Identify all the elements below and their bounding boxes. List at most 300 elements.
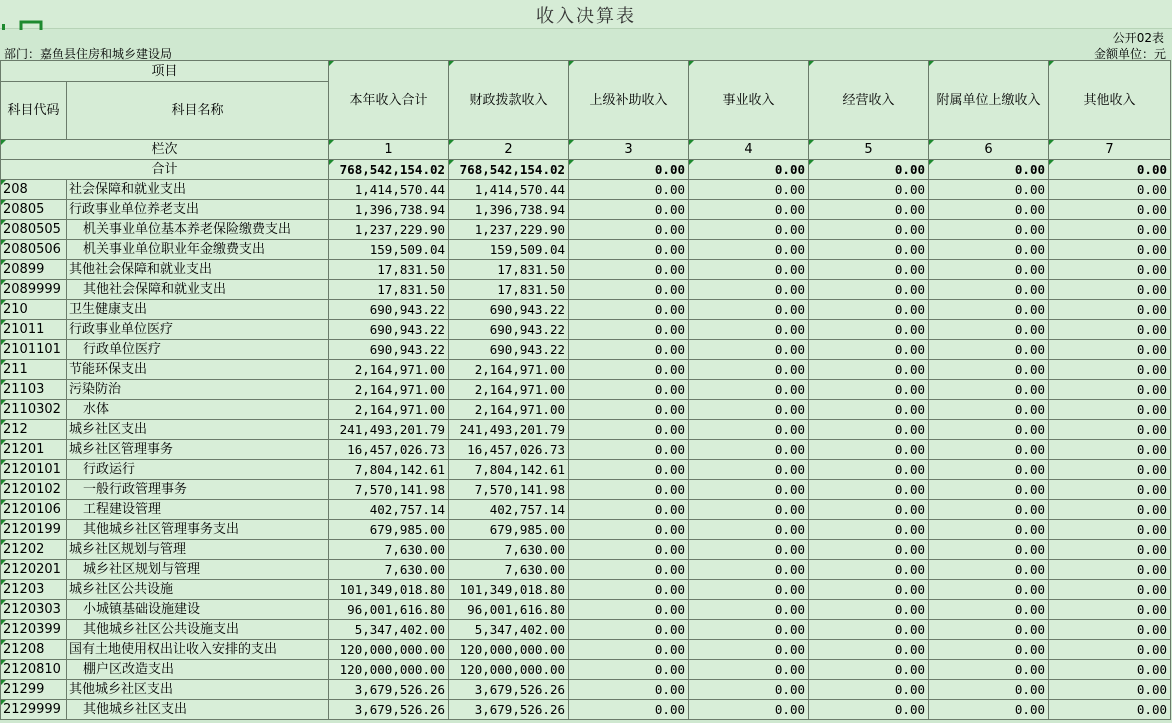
- table-row: [1, 340, 1171, 360]
- amount-cell[interactable]: 0.00: [1049, 180, 1171, 200]
- total-label[interactable]: 合计: [1, 160, 329, 180]
- amount-cell[interactable]: 7,630.00: [449, 540, 569, 560]
- amount-cell[interactable]: 0.00: [689, 300, 809, 320]
- amount-cell[interactable]: 120,000,000.00: [329, 660, 449, 680]
- table-row: [1, 220, 1171, 240]
- amount-cell[interactable]: 7,630.00: [329, 540, 449, 560]
- subject-name-cell[interactable]: 节能环保支出: [67, 360, 329, 380]
- subject-name-cell[interactable]: 机关事业单位职业年金缴费支出: [67, 240, 329, 260]
- amount-cell[interactable]: 0.00: [689, 560, 809, 580]
- amount-cell[interactable]: 3,679,526.26: [329, 700, 449, 720]
- amount-cell[interactable]: 0.00: [929, 460, 1049, 480]
- subject-name-cell[interactable]: 城乡社区规划与管理: [67, 560, 329, 580]
- subject-code-cell[interactable]: 2120810: [1, 660, 67, 680]
- amount-cell[interactable]: 0.00: [1049, 220, 1171, 240]
- amount-cell[interactable]: 96,001,616.80: [449, 600, 569, 620]
- table-row: [1, 200, 1171, 220]
- amount-cell[interactable]: 0.00: [689, 240, 809, 260]
- amount-cell[interactable]: 120,000,000.00: [449, 660, 569, 680]
- amount-cell[interactable]: 0.00: [809, 240, 929, 260]
- amount-cell[interactable]: 0.00: [1049, 640, 1171, 660]
- amount-cell[interactable]: 7,570,141.98: [329, 480, 449, 500]
- amount-cell[interactable]: 0.00: [569, 320, 689, 340]
- amount-cell[interactable]: 17,831.50: [449, 260, 569, 280]
- row-label-cell[interactable]: 栏次: [1, 140, 329, 160]
- amount-cell[interactable]: 101,349,018.80: [329, 580, 449, 600]
- amount-cell[interactable]: 0.00: [929, 240, 1049, 260]
- subject-code-cell[interactable]: 2120303: [1, 600, 67, 620]
- amount-cell[interactable]: 7,630.00: [449, 560, 569, 580]
- total-cell[interactable]: 0.00: [929, 160, 1049, 180]
- subject-name-cell[interactable]: 污染防治: [67, 380, 329, 400]
- subject-name-cell[interactable]: 其他城乡社区管理事务支出: [67, 520, 329, 540]
- total-cell[interactable]: 0.00: [809, 160, 929, 180]
- amount-cell[interactable]: 0.00: [1049, 340, 1171, 360]
- amount-cell[interactable]: 690,943.22: [329, 300, 449, 320]
- subject-code-cell[interactable]: 2101101: [1, 340, 67, 360]
- amount-cell[interactable]: 16,457,026.73: [449, 440, 569, 460]
- amount-cell[interactable]: 0.00: [929, 500, 1049, 520]
- amount-cell[interactable]: 0.00: [569, 480, 689, 500]
- amount-cell[interactable]: 0.00: [809, 480, 929, 500]
- amount-cell[interactable]: 0.00: [809, 500, 929, 520]
- amount-cell[interactable]: 17,831.50: [329, 260, 449, 280]
- amount-cell[interactable]: 0.00: [689, 540, 809, 560]
- amount-cell[interactable]: 0.00: [809, 400, 929, 420]
- amount-cell[interactable]: 0.00: [1049, 280, 1171, 300]
- amount-cell[interactable]: 159,509.04: [329, 240, 449, 260]
- amount-cell[interactable]: 16,457,026.73: [329, 440, 449, 460]
- subject-name-cell[interactable]: 其他社会保障和就业支出: [67, 260, 329, 280]
- amount-cell[interactable]: 0.00: [809, 660, 929, 680]
- amount-cell[interactable]: 0.00: [689, 260, 809, 280]
- amount-cell[interactable]: 0.00: [929, 560, 1049, 580]
- amount-cell[interactable]: 0.00: [569, 280, 689, 300]
- amount-cell[interactable]: 0.00: [1049, 480, 1171, 500]
- amount-cell[interactable]: 0.00: [569, 180, 689, 200]
- amount-cell[interactable]: 1,237,229.90: [449, 220, 569, 240]
- amount-cell[interactable]: 0.00: [569, 380, 689, 400]
- amount-cell[interactable]: 0.00: [569, 460, 689, 480]
- amount-cell[interactable]: 0.00: [1049, 660, 1171, 680]
- amount-cell[interactable]: 690,943.22: [329, 320, 449, 340]
- amount-cell[interactable]: 0.00: [929, 420, 1049, 440]
- table-row: [1, 420, 1171, 440]
- amount-cell[interactable]: 0.00: [809, 440, 929, 460]
- amount-unit-label: 金额单位：元: [1093, 47, 1166, 61]
- amount-cell[interactable]: 0.00: [569, 340, 689, 360]
- subject-code-cell[interactable]: 21011: [1, 320, 67, 340]
- amount-cell[interactable]: 0.00: [689, 200, 809, 220]
- amount-cell[interactable]: 0.00: [1049, 260, 1171, 280]
- amount-cell[interactable]: 0.00: [1049, 360, 1171, 380]
- subject-name-cell[interactable]: 行政事业单位医疗: [67, 320, 329, 340]
- amount-cell[interactable]: 0.00: [1049, 680, 1171, 700]
- amount-cell[interactable]: 0.00: [809, 320, 929, 340]
- amount-cell[interactable]: 0.00: [1049, 560, 1171, 580]
- amount-cell[interactable]: 679,985.00: [449, 520, 569, 540]
- amount-cell[interactable]: 0.00: [569, 400, 689, 420]
- amount-cell[interactable]: 0.00: [929, 620, 1049, 640]
- amount-cell[interactable]: 0.00: [689, 660, 809, 680]
- amount-cell[interactable]: 0.00: [1049, 300, 1171, 320]
- amount-cell[interactable]: 0.00: [929, 680, 1049, 700]
- amount-cell[interactable]: 0.00: [929, 540, 1049, 560]
- subject-code-cell[interactable]: 2089999: [1, 280, 67, 300]
- subject-name-cell[interactable]: 国有土地使用权出让收入安排的支出: [67, 640, 329, 660]
- amount-cell[interactable]: 0.00: [1049, 600, 1171, 620]
- amount-cell[interactable]: 0.00: [809, 260, 929, 280]
- subject-name-cell[interactable]: 其他城乡社区支出: [67, 700, 329, 720]
- table-row: [1, 600, 1171, 620]
- header-item[interactable]: 项目: [1, 61, 329, 82]
- amount-cell[interactable]: 0.00: [689, 580, 809, 600]
- amount-cell[interactable]: 0.00: [929, 300, 1049, 320]
- subject-code-cell[interactable]: 21299: [1, 680, 67, 700]
- title-row: [0, 0, 1172, 29]
- amount-cell[interactable]: 0.00: [809, 640, 929, 660]
- amount-cell[interactable]: 0.00: [1049, 200, 1171, 220]
- subject-code-cell[interactable]: 2120201: [1, 560, 67, 580]
- form-number: 公开02表: [1112, 31, 1164, 45]
- amount-cell[interactable]: 0.00: [1049, 320, 1171, 340]
- amount-cell[interactable]: 0.00: [929, 200, 1049, 220]
- amount-cell[interactable]: 0.00: [1049, 540, 1171, 560]
- subject-code-cell[interactable]: 21103: [1, 380, 67, 400]
- department-label: 部门：嘉鱼县住房和城乡建设局: [4, 47, 173, 61]
- col-num-3[interactable]: 3: [569, 140, 689, 160]
- amount-cell[interactable]: 0.00: [569, 580, 689, 600]
- header-col-superior[interactable]: 上级补助收入: [569, 61, 689, 140]
- amount-cell[interactable]: 5,347,402.00: [329, 620, 449, 640]
- subject-code-cell[interactable]: 21201: [1, 440, 67, 460]
- table-row: [1, 260, 1171, 280]
- amount-cell[interactable]: 0.00: [809, 280, 929, 300]
- amount-cell[interactable]: 0.00: [689, 420, 809, 440]
- subject-name-cell[interactable]: 城乡社区管理事务: [67, 440, 329, 460]
- amount-cell[interactable]: 0.00: [929, 580, 1049, 600]
- col-num-6[interactable]: 6: [929, 140, 1049, 160]
- amount-cell[interactable]: 3,679,526.26: [449, 680, 569, 700]
- amount-cell[interactable]: 0.00: [809, 200, 929, 220]
- amount-cell[interactable]: 0.00: [1049, 420, 1171, 440]
- table-row: [1, 320, 1171, 340]
- amount-cell[interactable]: 0.00: [809, 520, 929, 540]
- table-row: [1, 380, 1171, 400]
- amount-cell[interactable]: 0.00: [689, 520, 809, 540]
- table-row: [1, 620, 1171, 640]
- amount-cell[interactable]: 0.00: [689, 320, 809, 340]
- amount-cell[interactable]: 7,804,142.61: [329, 460, 449, 480]
- amount-cell[interactable]: 7,804,142.61: [449, 460, 569, 480]
- subject-name-cell[interactable]: 行政运行: [67, 460, 329, 480]
- amount-cell[interactable]: 1,414,570.44: [329, 180, 449, 200]
- amount-cell[interactable]: 101,349,018.80: [449, 580, 569, 600]
- amount-cell[interactable]: 0.00: [569, 520, 689, 540]
- amount-cell[interactable]: 0.00: [929, 260, 1049, 280]
- subject-name-cell[interactable]: 城乡社区支出: [67, 420, 329, 440]
- amount-cell[interactable]: 0.00: [809, 420, 929, 440]
- amount-cell[interactable]: 0.00: [1049, 460, 1171, 480]
- amount-cell[interactable]: 0.00: [929, 180, 1049, 200]
- amount-cell[interactable]: 0.00: [929, 660, 1049, 680]
- amount-cell[interactable]: 0.00: [689, 620, 809, 640]
- table-row: [1, 560, 1171, 580]
- amount-cell[interactable]: 3,679,526.26: [329, 680, 449, 700]
- amount-cell[interactable]: 0.00: [809, 560, 929, 580]
- amount-cell[interactable]: 2,164,971.00: [449, 360, 569, 380]
- amount-cell[interactable]: 120,000,000.00: [329, 640, 449, 660]
- subject-name-cell[interactable]: 行政单位医疗: [67, 340, 329, 360]
- amount-cell[interactable]: 0.00: [689, 280, 809, 300]
- amount-cell[interactable]: 1,396,738.94: [329, 200, 449, 220]
- amount-cell[interactable]: 0.00: [1049, 500, 1171, 520]
- amount-cell[interactable]: 120,000,000.00: [449, 640, 569, 660]
- header-col-total[interactable]: 本年收入合计: [329, 61, 449, 140]
- amount-cell[interactable]: 0.00: [809, 540, 929, 560]
- col-num-7[interactable]: 7: [1049, 140, 1171, 160]
- amount-cell[interactable]: 0.00: [929, 700, 1049, 720]
- subject-code-cell[interactable]: 2120102: [1, 480, 67, 500]
- col-num-1[interactable]: 1: [329, 140, 449, 160]
- amount-cell[interactable]: 0.00: [1049, 520, 1171, 540]
- subject-code-cell[interactable]: 2120106: [1, 500, 67, 520]
- subject-code-cell[interactable]: 2129999: [1, 700, 67, 720]
- amount-cell[interactable]: 241,493,201.79: [329, 420, 449, 440]
- amount-cell[interactable]: 0.00: [929, 600, 1049, 620]
- amount-cell[interactable]: 402,757.14: [449, 500, 569, 520]
- table-row: [1, 520, 1171, 540]
- subject-code-cell[interactable]: 212: [1, 420, 67, 440]
- table-row: [1, 240, 1171, 260]
- subject-code-cell[interactable]: 21202: [1, 540, 67, 560]
- subject-code-cell[interactable]: 208: [1, 180, 67, 200]
- amount-cell[interactable]: 0.00: [929, 400, 1049, 420]
- subject-name-cell[interactable]: 工程建设管理: [67, 500, 329, 520]
- amount-cell[interactable]: 0.00: [1049, 580, 1171, 600]
- amount-cell[interactable]: 0.00: [929, 220, 1049, 240]
- amount-cell[interactable]: 7,570,141.98: [449, 480, 569, 500]
- subject-name-cell[interactable]: 行政事业单位养老支出: [67, 200, 329, 220]
- subject-name-cell[interactable]: 其他社会保障和就业支出: [67, 280, 329, 300]
- amount-cell[interactable]: 3,679,526.26: [449, 700, 569, 720]
- amount-cell[interactable]: 0.00: [809, 700, 929, 720]
- amount-cell[interactable]: 0.00: [929, 360, 1049, 380]
- amount-cell[interactable]: 5,347,402.00: [449, 620, 569, 640]
- amount-cell[interactable]: 0.00: [809, 600, 929, 620]
- subject-name-cell[interactable]: 城乡社区规划与管理: [67, 540, 329, 560]
- amount-cell[interactable]: 0.00: [689, 180, 809, 200]
- amount-cell[interactable]: 0.00: [689, 460, 809, 480]
- amount-cell[interactable]: 0.00: [689, 600, 809, 620]
- subject-name-cell[interactable]: 棚户区改造支出: [67, 660, 329, 680]
- table-row: [1, 500, 1171, 520]
- amount-cell[interactable]: 0.00: [689, 360, 809, 380]
- amount-cell[interactable]: 679,985.00: [329, 520, 449, 540]
- table-row: [1, 460, 1171, 480]
- amount-cell[interactable]: 1,414,570.44: [449, 180, 569, 200]
- income-table: [0, 60, 1171, 720]
- amount-cell[interactable]: 0.00: [1049, 620, 1171, 640]
- amount-cell[interactable]: 1,237,229.90: [329, 220, 449, 240]
- col-num-4[interactable]: 4: [689, 140, 809, 160]
- amount-cell[interactable]: 0.00: [809, 340, 929, 360]
- amount-cell[interactable]: 7,630.00: [329, 560, 449, 580]
- total-cell[interactable]: 768,542,154.02: [329, 160, 449, 180]
- amount-cell[interactable]: 0.00: [569, 680, 689, 700]
- amount-cell[interactable]: 0.00: [689, 480, 809, 500]
- header-col-business[interactable]: 事业收入: [689, 61, 809, 140]
- subject-code-cell[interactable]: 2120399: [1, 620, 67, 640]
- amount-cell[interactable]: 0.00: [689, 500, 809, 520]
- subject-name-cell[interactable]: 社会保障和就业支出: [67, 180, 329, 200]
- subject-code-cell[interactable]: 2080506: [1, 240, 67, 260]
- col-num-5[interactable]: 5: [809, 140, 929, 160]
- amount-cell[interactable]: 0.00: [929, 320, 1049, 340]
- amount-cell[interactable]: 0.00: [569, 600, 689, 620]
- table-row: [1, 440, 1171, 460]
- amount-cell[interactable]: 690,943.22: [329, 340, 449, 360]
- col-num-2[interactable]: 2: [449, 140, 569, 160]
- subject-code-cell[interactable]: 210: [1, 300, 67, 320]
- amount-cell[interactable]: 0.00: [569, 260, 689, 280]
- amount-cell[interactable]: 0.00: [689, 340, 809, 360]
- subject-name-cell[interactable]: 小城镇基础设施建设: [67, 600, 329, 620]
- amount-cell[interactable]: 0.00: [569, 560, 689, 580]
- subject-code-cell[interactable]: 2120199: [1, 520, 67, 540]
- amount-cell[interactable]: 0.00: [569, 200, 689, 220]
- header-col-other[interactable]: 其他收入: [1049, 61, 1171, 140]
- total-cell[interactable]: 0.00: [689, 160, 809, 180]
- amount-cell[interactable]: 0.00: [809, 300, 929, 320]
- amount-cell[interactable]: 96,001,616.80: [329, 600, 449, 620]
- amount-cell[interactable]: 0.00: [689, 400, 809, 420]
- table-row: [1, 540, 1171, 560]
- header-col-affiliate[interactable]: 附属单位上缴收入: [929, 61, 1049, 140]
- subject-code-cell[interactable]: 2120101: [1, 460, 67, 480]
- subject-name-cell[interactable]: 其他城乡社区公共设施支出: [67, 620, 329, 640]
- amount-cell[interactable]: 690,943.22: [449, 340, 569, 360]
- amount-cell[interactable]: 690,943.22: [449, 320, 569, 340]
- amount-cell[interactable]: 0.00: [569, 500, 689, 520]
- subject-code-cell[interactable]: 21208: [1, 640, 67, 660]
- amount-cell[interactable]: 0.00: [1049, 380, 1171, 400]
- total-cell[interactable]: 0.00: [1049, 160, 1171, 180]
- amount-cell[interactable]: 159,509.04: [449, 240, 569, 260]
- amount-cell[interactable]: 241,493,201.79: [449, 420, 569, 440]
- subject-code-cell[interactable]: 20805: [1, 200, 67, 220]
- table-row: [1, 640, 1171, 660]
- amount-cell[interactable]: 2,164,971.00: [449, 380, 569, 400]
- amount-cell[interactable]: 0.00: [689, 640, 809, 660]
- amount-cell[interactable]: 0.00: [809, 680, 929, 700]
- header-name[interactable]: 科目名称: [67, 82, 329, 140]
- total-cell[interactable]: 768,542,154.02: [449, 160, 569, 180]
- amount-cell[interactable]: 0.00: [569, 300, 689, 320]
- subject-name-cell[interactable]: 其他城乡社区支出: [67, 680, 329, 700]
- subject-name-cell[interactable]: 水体: [67, 400, 329, 420]
- amount-cell[interactable]: 0.00: [569, 360, 689, 380]
- subject-code-cell[interactable]: 2080505: [1, 220, 67, 240]
- amount-cell[interactable]: 0.00: [929, 380, 1049, 400]
- amount-cell[interactable]: 0.00: [809, 380, 929, 400]
- header-col-fiscal[interactable]: 财政拨款收入: [449, 61, 569, 140]
- subject-code-cell[interactable]: 211: [1, 360, 67, 380]
- amount-cell[interactable]: 0.00: [1049, 700, 1171, 720]
- table-row: [1, 400, 1171, 420]
- amount-cell[interactable]: 0.00: [929, 640, 1049, 660]
- table-row: [1, 480, 1171, 500]
- amount-cell[interactable]: 690,943.22: [449, 300, 569, 320]
- table-row: [1, 580, 1171, 600]
- amount-cell[interactable]: 0.00: [689, 680, 809, 700]
- amount-cell[interactable]: 0.00: [929, 520, 1049, 540]
- amount-cell[interactable]: 402,757.14: [329, 500, 449, 520]
- amount-cell[interactable]: 0.00: [569, 220, 689, 240]
- header-col-operating[interactable]: 经营收入: [809, 61, 929, 140]
- table-row: [1, 360, 1171, 380]
- amount-cell[interactable]: 17,831.50: [329, 280, 449, 300]
- table-row: [1, 680, 1171, 700]
- amount-cell[interactable]: 2,164,971.00: [329, 360, 449, 380]
- amount-cell[interactable]: 0.00: [689, 440, 809, 460]
- amount-cell[interactable]: 0.00: [929, 280, 1049, 300]
- amount-cell[interactable]: 0.00: [1049, 400, 1171, 420]
- subject-name-cell[interactable]: 城乡社区公共设施: [67, 580, 329, 600]
- subject-name-cell[interactable]: 卫生健康支出: [67, 300, 329, 320]
- amount-cell[interactable]: 0.00: [929, 480, 1049, 500]
- subject-code-cell[interactable]: 2110302: [1, 400, 67, 420]
- table-row: [1, 280, 1171, 300]
- amount-cell[interactable]: 0.00: [569, 700, 689, 720]
- subject-name-cell[interactable]: 机关事业单位基本养老保险缴费支出: [67, 220, 329, 240]
- amount-cell[interactable]: 0.00: [689, 220, 809, 240]
- table-row: [1, 660, 1171, 680]
- amount-cell[interactable]: 17,831.50: [449, 280, 569, 300]
- amount-cell[interactable]: 0.00: [569, 660, 689, 680]
- amount-cell[interactable]: 0.00: [569, 640, 689, 660]
- amount-cell[interactable]: 0.00: [809, 620, 929, 640]
- amount-cell[interactable]: 0.00: [1049, 440, 1171, 460]
- subject-name-cell[interactable]: 一般行政管理事务: [67, 480, 329, 500]
- amount-cell[interactable]: 0.00: [809, 220, 929, 240]
- amount-cell[interactable]: 0.00: [809, 460, 929, 480]
- subject-code-cell[interactable]: 21203: [1, 580, 67, 600]
- amount-cell[interactable]: 0.00: [569, 240, 689, 260]
- amount-cell[interactable]: 2,164,971.00: [329, 380, 449, 400]
- amount-cell[interactable]: 0.00: [569, 540, 689, 560]
- amount-cell[interactable]: 0.00: [569, 420, 689, 440]
- subject-code-cell[interactable]: 20899: [1, 260, 67, 280]
- amount-cell[interactable]: 2,164,971.00: [329, 400, 449, 420]
- amount-cell[interactable]: 0.00: [569, 440, 689, 460]
- amount-cell[interactable]: 0.00: [929, 340, 1049, 360]
- total-cell[interactable]: 0.00: [569, 160, 689, 180]
- amount-cell[interactable]: 0.00: [689, 380, 809, 400]
- amount-cell[interactable]: 0.00: [1049, 240, 1171, 260]
- page-title: 收入决算表: [536, 6, 636, 27]
- amount-cell[interactable]: 0.00: [809, 180, 929, 200]
- amount-cell[interactable]: 0.00: [929, 440, 1049, 460]
- total-row: [1, 160, 1171, 180]
- amount-cell[interactable]: 0.00: [809, 360, 929, 380]
- amount-cell[interactable]: 2,164,971.00: [449, 400, 569, 420]
- header-code[interactable]: 科目代码: [1, 82, 67, 140]
- amount-cell[interactable]: 0.00: [569, 620, 689, 640]
- amount-cell[interactable]: 0.00: [809, 580, 929, 600]
- amount-cell[interactable]: 1,396,738.94: [449, 200, 569, 220]
- amount-cell[interactable]: 0.00: [689, 700, 809, 720]
